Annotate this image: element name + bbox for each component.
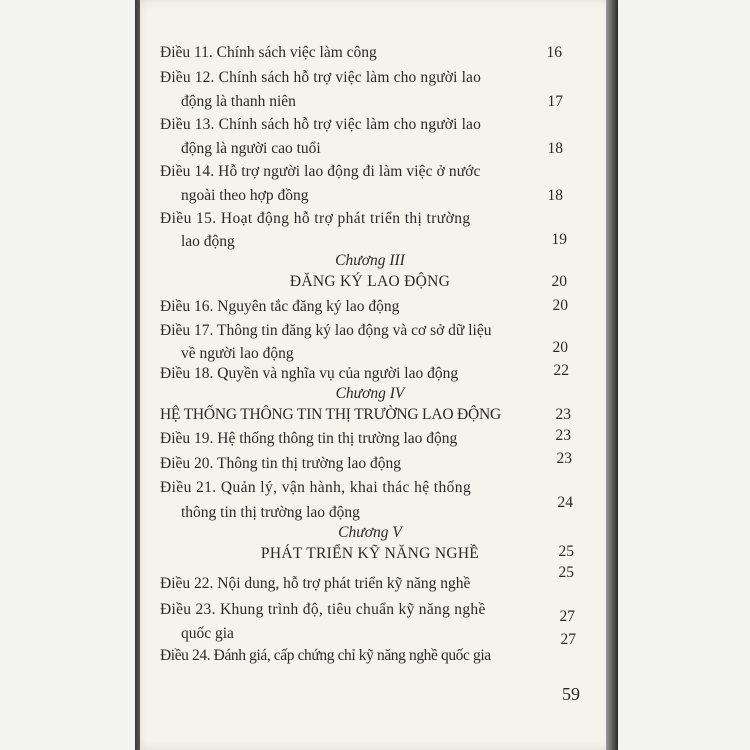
toc-entry-dieu-12: Điều 12. Chính sách hỗ trợ việc làm cho người lao [160,69,481,86]
toc-page-dieu-15: 19 [551,231,567,248]
toc-entry-dieu-22: Điều 22. Nội dung, hỗ trợ phát triển kỹ năng nghề [160,575,471,592]
toc-page-dieu-20: 23 [556,450,572,467]
chapter-5-page: 25 [558,543,574,560]
toc-page-dieu-13: 18 [547,140,563,157]
chapter-5-title: PHÁT TRIỂN KỸ NĂNG NGHỀ [260,545,480,562]
toc-page-dieu-24: 27 [560,631,576,648]
toc-entry-dieu-13: Điều 13. Chính sách hỗ trợ việc làm cho người lao [160,116,481,133]
chapter-4-label: Chương IV [335,385,405,402]
toc-entry-dieu-17-cont: về người lao động [181,345,294,362]
toc-page-dieu-21: 24 [557,494,573,511]
chapter-3-label: Chương III [335,252,405,269]
toc-entry-dieu-19: Điều 19. Hệ thống thông tin thị trường lao động [160,430,458,447]
toc-entry-dieu-15-cont: lao động [181,233,235,250]
toc-entry-dieu-21: Điều 21. Quản lý, vận hành, khai thác hệ thống [160,479,472,496]
chapter-4-page: 23 [555,406,571,423]
chapter-5-label: Chương V [338,524,402,541]
toc-entry-dieu-15: Điều 15. Hoạt động hỗ trợ phát triển thị trường [160,210,471,227]
toc-entry-dieu-18: Điều 18. Quyền và nghĩa vụ của người lao động [160,365,459,382]
toc-entry-dieu-14-cont: ngoài theo hợp đồng [181,187,309,204]
toc-entry-dieu-14: Điều 14. Hỗ trợ người lao động đi làm việc ở nước [160,163,481,180]
book-edge-right [606,0,618,750]
toc-page-dieu-16: 20 [552,297,568,314]
toc-page-dieu-12: 17 [547,93,563,110]
toc-page-dieu-18: 22 [553,362,569,379]
toc-entry-dieu-20: Điều 20. Thông tin thị trường lao động [160,455,402,472]
toc-entry-dieu-11: Điều 11. Chính sách việc làm công [160,44,377,61]
toc-page-dieu-19: 23 [555,427,571,444]
toc-page-dieu-11: 16 [546,44,562,61]
toc-page-dieu-14: 18 [547,187,563,204]
chapter-3-page: 20 [551,273,567,290]
toc-page-dieu-22: 25 [558,564,574,581]
toc-page-dieu-23: 27 [559,608,575,625]
toc-entry-dieu-13-cont: động là người cao tuổi [181,140,321,157]
toc-entry-dieu-24: Điều 24. Đánh giá, cấp chứng chỉ kỹ năng nghề quốc gia [160,647,491,664]
chapter-4-title: HỆ THỐNG THÔNG TIN THỊ TRƯỜNG LAO ĐỘNG [160,406,501,423]
toc-entry-dieu-16: Điều 16. Nguyên tắc đăng ký lao động [160,298,400,315]
toc-entry-dieu-23-cont: quốc gia [181,625,234,642]
chapter-3-title: ĐĂNG KÝ LAO ĐỘNG [289,273,451,290]
toc-entry-dieu-21-cont: thông tin thị trường lao động [181,504,360,521]
toc-entry-dieu-12-cont: động là thanh niên [181,93,296,110]
toc-page-dieu-17: 20 [552,339,568,356]
toc-entry-dieu-17: Điều 17. Thông tin đăng ký lao động và cơ sở dữ liệu [160,322,492,339]
toc-entry-dieu-23: Điều 23. Khung trình độ, tiêu chuẩn kỹ năng nghề [160,601,486,618]
page-number: 59 [562,684,580,704]
